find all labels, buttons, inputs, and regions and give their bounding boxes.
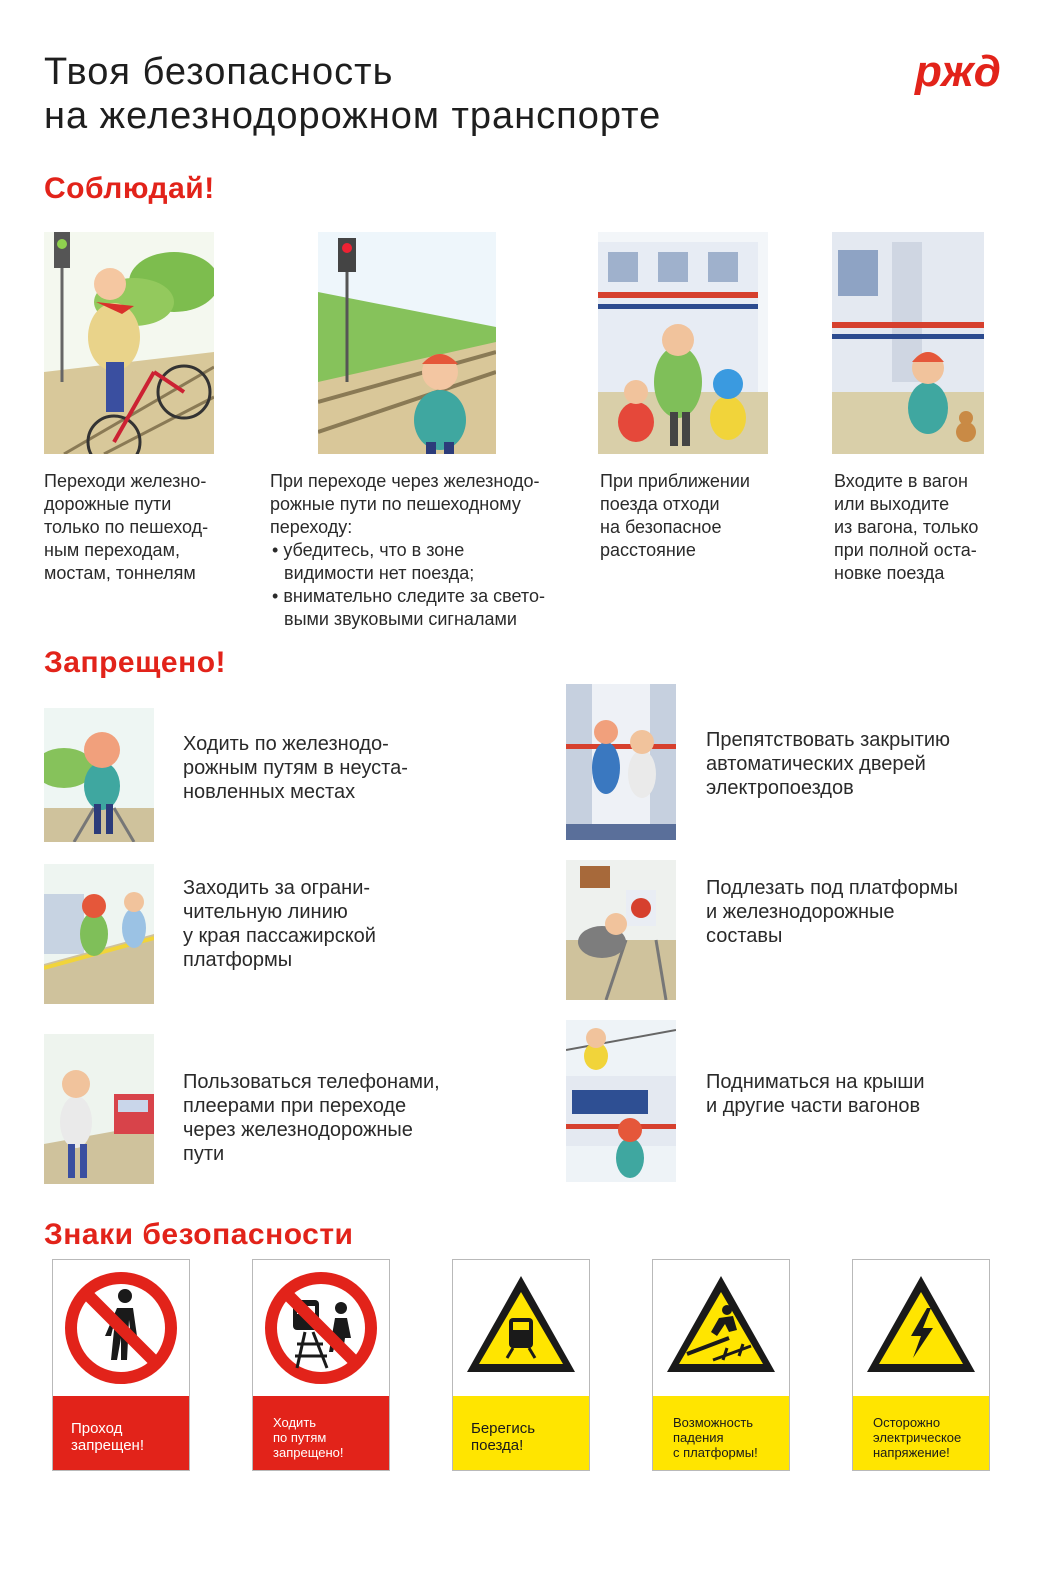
sign-beware-of-train: [452, 1259, 590, 1471]
illustration-crawling-under-platform: [566, 860, 676, 1000]
observe-item-2-bullet-1: • убедитесь, что в зоне видимости нет поезда;: [270, 539, 600, 585]
observe-item-3-paragraph: При приближении поезда отходи на безопасное расстояние: [600, 471, 750, 560]
illustration-climbing-on-roof: [566, 1020, 676, 1182]
sign-no-walking-on-tracks: [252, 1259, 390, 1471]
high-voltage-icon: [853, 1260, 989, 1396]
observe-item-1-paragraph: Переходи железно- дорожные пути только по пешеход- ным переходам, мостам, тоннелям: [44, 471, 209, 583]
sign-falling-from-platform-caption: Возможность падения с платформы!: [653, 1396, 789, 1470]
page-title-line-1: Твоя безопасность: [44, 51, 394, 93]
sign-no-walking-on-tracks-caption: Ходить по путям запрещено!: [253, 1396, 389, 1470]
sign-no-passage: [52, 1259, 190, 1471]
illustration-beyond-platform-line: [44, 864, 154, 1004]
observe-item-2-text: [270, 470, 600, 631]
illustration-walking-on-tracks: [44, 708, 154, 842]
svg-text:ржд: ржд: [915, 48, 1001, 96]
illustration-family-on-platform: [598, 232, 768, 454]
sign-high-voltage: [852, 1259, 990, 1471]
observe-item-2-bullet-2: • внимательно следите за свето- выми звуковыми сигналами: [270, 585, 600, 631]
page-title-line-2: на железнодорожном транспорте: [44, 95, 662, 137]
observe-item-2-bullets: [270, 539, 600, 631]
page-title: [44, 50, 661, 138]
signs-heading: Знаки безопасности: [44, 1218, 354, 1251]
illustration-phone-on-tracks: [44, 1034, 154, 1184]
observe-item-3-text: [600, 470, 800, 562]
observe-item-4-text: [834, 470, 1034, 585]
sign-no-passage-caption: Проход запрещен!: [53, 1396, 189, 1470]
observe-item-2-paragraph: При переходе через железнодо- рожные пути по пешеходному переходу:: [270, 471, 540, 537]
sign-beware-of-train-caption: Берегись поезда!: [453, 1396, 589, 1470]
illustration-child-at-crossing: [318, 232, 496, 454]
no-pedestrian-icon: [53, 1260, 189, 1396]
observe-item-4-paragraph: Входите в вагон или выходите из вагона, только при полной оста- новке поезда: [834, 471, 979, 583]
forbidden-item-3-text: Заходить за ограни- чительную линию у края пассажирской платформы: [183, 877, 376, 971]
sign-falling-from-platform: [652, 1259, 790, 1471]
forbidden-item-1-text: Ходить по железнодо- рожным путям в неуста- новленных местах: [183, 733, 408, 803]
falling-from-platform-icon: [653, 1260, 789, 1396]
illustration-blocking-doors: [566, 684, 676, 840]
forbidden-heading: Запрещено!: [44, 646, 227, 679]
sign-high-voltage-caption: Осторожно электрическое напряжение!: [853, 1396, 989, 1470]
rzd-logo-icon: [908, 48, 1008, 96]
forbidden-item-6-text: Подниматься на крыши и другие части вагонов: [706, 1071, 925, 1117]
forbidden-item-4-text: Подлезать под платформы и железнодорожные составы: [706, 877, 958, 947]
observe-heading: Соблюдай!: [44, 172, 215, 205]
illustration-cyclist-crossing: [44, 232, 214, 454]
illustration-child-boarding: [832, 232, 984, 454]
forbidden-item-5-text: Пользоваться телефонами, плеерами при переходе через железнодорожные пути: [183, 1071, 440, 1165]
train-warning-icon: [453, 1260, 589, 1396]
forbidden-item-2-text: Препятствовать закрытию автоматических дверей электропоездов: [706, 729, 950, 799]
observe-item-1-text: [44, 470, 264, 585]
no-walking-on-tracks-icon: [253, 1260, 389, 1396]
